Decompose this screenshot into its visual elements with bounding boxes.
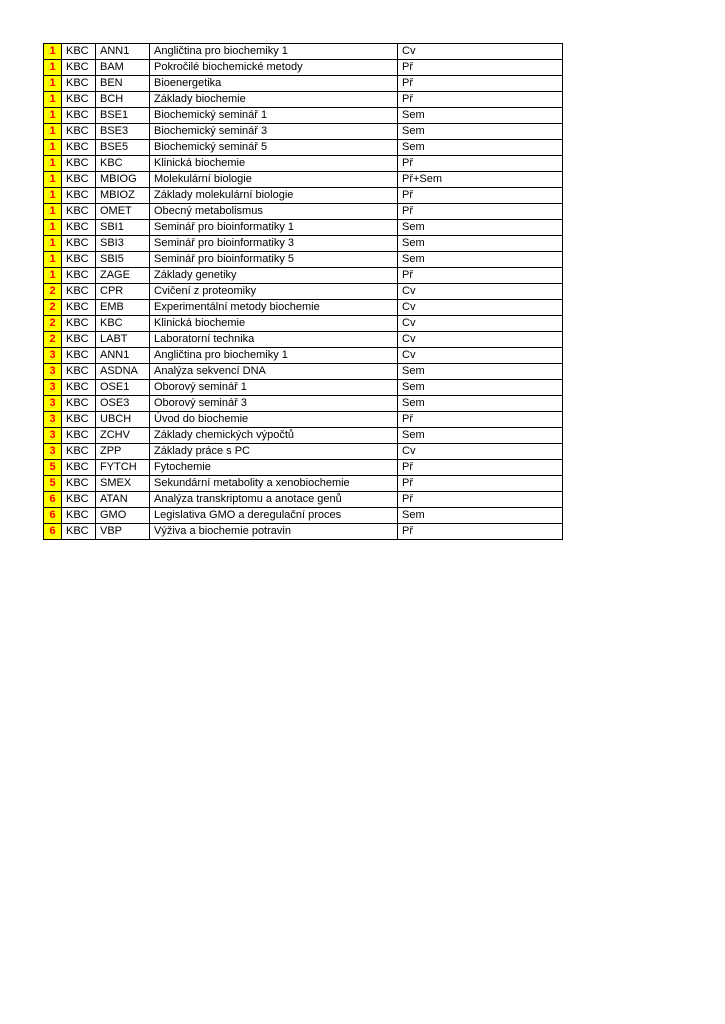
department-cell: KBC bbox=[62, 492, 96, 508]
course-code-cell: MBIOZ bbox=[96, 188, 150, 204]
course-type-cell: Sem bbox=[398, 508, 563, 524]
course-code-cell: OMET bbox=[96, 204, 150, 220]
course-name-cell: Bioenergetika bbox=[150, 76, 398, 92]
department-cell: KBC bbox=[62, 188, 96, 204]
department-cell: KBC bbox=[62, 428, 96, 444]
course-name-cell: Biochemický seminář 3 bbox=[150, 124, 398, 140]
semester-cell: 2 bbox=[44, 332, 62, 348]
table-row bbox=[44, 172, 563, 188]
course-code-cell: SBI1 bbox=[96, 220, 150, 236]
table-row bbox=[44, 204, 563, 220]
course-type-cell: Sem bbox=[398, 428, 563, 444]
table-row bbox=[44, 492, 563, 508]
table-row bbox=[44, 60, 563, 76]
table-row bbox=[44, 156, 563, 172]
semester-cell: 5 bbox=[44, 460, 62, 476]
course-type-cell: Sem bbox=[398, 140, 563, 156]
course-type-cell: Př bbox=[398, 92, 563, 108]
course-code-cell: BCH bbox=[96, 92, 150, 108]
course-name-cell: Úvod do biochemie bbox=[150, 412, 398, 428]
department-cell: KBC bbox=[62, 284, 96, 300]
course-name-cell: Základy molekulární biologie bbox=[150, 188, 398, 204]
department-cell: KBC bbox=[62, 364, 96, 380]
department-cell: KBC bbox=[62, 460, 96, 476]
course-code-cell: ASDNA bbox=[96, 364, 150, 380]
course-type-cell: Sem bbox=[398, 220, 563, 236]
department-cell: KBC bbox=[62, 204, 96, 220]
course-name-cell: Molekulární biologie bbox=[150, 172, 398, 188]
course-type-cell: Sem bbox=[398, 252, 563, 268]
table-row bbox=[44, 44, 563, 60]
table-row bbox=[44, 252, 563, 268]
course-type-cell: Cv bbox=[398, 444, 563, 460]
semester-cell: 1 bbox=[44, 60, 62, 76]
table-row bbox=[44, 364, 563, 380]
course-type-cell: Cv bbox=[398, 332, 563, 348]
course-table-body bbox=[44, 44, 563, 540]
course-code-cell: VBP bbox=[96, 524, 150, 540]
course-code-cell: BSE3 bbox=[96, 124, 150, 140]
semester-cell: 1 bbox=[44, 92, 62, 108]
course-code-cell: ATAN bbox=[96, 492, 150, 508]
course-type-cell: Př bbox=[398, 268, 563, 284]
course-code-cell: ANN1 bbox=[96, 44, 150, 60]
course-name-cell: Seminář pro bioinformatiky 1 bbox=[150, 220, 398, 236]
semester-cell: 1 bbox=[44, 108, 62, 124]
course-name-cell: Biochemický seminář 5 bbox=[150, 140, 398, 156]
table-row bbox=[44, 412, 563, 428]
course-table bbox=[43, 43, 563, 540]
semester-cell: 1 bbox=[44, 188, 62, 204]
course-code-cell: KBC bbox=[96, 156, 150, 172]
semester-cell: 5 bbox=[44, 476, 62, 492]
department-cell: KBC bbox=[62, 332, 96, 348]
course-name-cell: Experimentální metody biochemie bbox=[150, 300, 398, 316]
course-sheet bbox=[43, 43, 563, 540]
semester-cell: 3 bbox=[44, 412, 62, 428]
semester-cell: 1 bbox=[44, 236, 62, 252]
course-name-cell: Legislativa GMO a deregulační proces bbox=[150, 508, 398, 524]
department-cell: KBC bbox=[62, 124, 96, 140]
course-name-cell: Základy chemických výpočtů bbox=[150, 428, 398, 444]
course-type-cell: Př bbox=[398, 412, 563, 428]
course-code-cell: ZAGE bbox=[96, 268, 150, 284]
course-name-cell: Základy genetiky bbox=[150, 268, 398, 284]
department-cell: KBC bbox=[62, 60, 96, 76]
table-row bbox=[44, 140, 563, 156]
table-row bbox=[44, 348, 563, 364]
course-name-cell: Základy biochemie bbox=[150, 92, 398, 108]
table-row bbox=[44, 380, 563, 396]
department-cell: KBC bbox=[62, 172, 96, 188]
course-type-cell: Cv bbox=[398, 316, 563, 332]
course-name-cell: Analýza transkriptomu a anotace genů bbox=[150, 492, 398, 508]
department-cell: KBC bbox=[62, 220, 96, 236]
course-type-cell: Př+Sem bbox=[398, 172, 563, 188]
semester-cell: 2 bbox=[44, 284, 62, 300]
department-cell: KBC bbox=[62, 476, 96, 492]
table-row bbox=[44, 220, 563, 236]
course-code-cell: UBCH bbox=[96, 412, 150, 428]
course-type-cell: Př bbox=[398, 460, 563, 476]
table-row bbox=[44, 508, 563, 524]
semester-cell: 2 bbox=[44, 300, 62, 316]
semester-cell: 1 bbox=[44, 44, 62, 60]
course-type-cell: Sem bbox=[398, 364, 563, 380]
course-type-cell: Sem bbox=[398, 396, 563, 412]
department-cell: KBC bbox=[62, 252, 96, 268]
course-name-cell: Seminář pro bioinformatiky 5 bbox=[150, 252, 398, 268]
course-code-cell: EMB bbox=[96, 300, 150, 316]
semester-cell: 1 bbox=[44, 140, 62, 156]
course-name-cell: Biochemický seminář 1 bbox=[150, 108, 398, 124]
course-code-cell: BEN bbox=[96, 76, 150, 92]
course-type-cell: Cv bbox=[398, 44, 563, 60]
department-cell: KBC bbox=[62, 316, 96, 332]
table-row bbox=[44, 476, 563, 492]
department-cell: KBC bbox=[62, 396, 96, 412]
course-code-cell: BSE5 bbox=[96, 140, 150, 156]
table-row bbox=[44, 92, 563, 108]
table-row bbox=[44, 428, 563, 444]
course-name-cell: Klinická biochemie bbox=[150, 156, 398, 172]
department-cell: KBC bbox=[62, 524, 96, 540]
semester-cell: 1 bbox=[44, 76, 62, 92]
course-name-cell: Oborový seminář 3 bbox=[150, 396, 398, 412]
table-row bbox=[44, 108, 563, 124]
course-type-cell: Př bbox=[398, 156, 563, 172]
course-code-cell: ZPP bbox=[96, 444, 150, 460]
semester-cell: 6 bbox=[44, 524, 62, 540]
course-code-cell: CPR bbox=[96, 284, 150, 300]
department-cell: KBC bbox=[62, 92, 96, 108]
course-name-cell: Laboratorní technika bbox=[150, 332, 398, 348]
table-row bbox=[44, 396, 563, 412]
department-cell: KBC bbox=[62, 508, 96, 524]
course-type-cell: Př bbox=[398, 476, 563, 492]
department-cell: KBC bbox=[62, 108, 96, 124]
course-name-cell: Pokročilé biochemické metody bbox=[150, 60, 398, 76]
course-code-cell: ANN1 bbox=[96, 348, 150, 364]
course-name-cell: Cvičení z proteomiky bbox=[150, 284, 398, 300]
table-row bbox=[44, 524, 563, 540]
semester-cell: 3 bbox=[44, 396, 62, 412]
semester-cell: 1 bbox=[44, 124, 62, 140]
semester-cell: 6 bbox=[44, 508, 62, 524]
course-type-cell: Př bbox=[398, 492, 563, 508]
course-type-cell: Cv bbox=[398, 348, 563, 364]
table-row bbox=[44, 236, 563, 252]
department-cell: KBC bbox=[62, 444, 96, 460]
course-name-cell: Výživa a biochemie potravin bbox=[150, 524, 398, 540]
course-code-cell: SMEX bbox=[96, 476, 150, 492]
department-cell: KBC bbox=[62, 300, 96, 316]
course-name-cell: Angličtina pro biochemiky 1 bbox=[150, 44, 398, 60]
course-type-cell: Př bbox=[398, 204, 563, 220]
course-type-cell: Sem bbox=[398, 236, 563, 252]
course-name-cell: Analýza sekvencí DNA bbox=[150, 364, 398, 380]
course-type-cell: Př bbox=[398, 60, 563, 76]
course-code-cell: OSE3 bbox=[96, 396, 150, 412]
course-code-cell: LABT bbox=[96, 332, 150, 348]
semester-cell: 3 bbox=[44, 380, 62, 396]
course-type-cell: Př bbox=[398, 524, 563, 540]
department-cell: KBC bbox=[62, 268, 96, 284]
course-code-cell: ZCHV bbox=[96, 428, 150, 444]
department-cell: KBC bbox=[62, 412, 96, 428]
course-code-cell: SBI3 bbox=[96, 236, 150, 252]
course-name-cell: Obecný metabolismus bbox=[150, 204, 398, 220]
course-type-cell: Cv bbox=[398, 300, 563, 316]
course-code-cell: BAM bbox=[96, 60, 150, 76]
semester-cell: 6 bbox=[44, 492, 62, 508]
department-cell: KBC bbox=[62, 44, 96, 60]
table-row bbox=[44, 316, 563, 332]
course-type-cell: Cv bbox=[398, 284, 563, 300]
department-cell: KBC bbox=[62, 156, 96, 172]
table-row bbox=[44, 460, 563, 476]
course-name-cell: Základy práce s PC bbox=[150, 444, 398, 460]
department-cell: KBC bbox=[62, 236, 96, 252]
department-cell: KBC bbox=[62, 380, 96, 396]
table-row bbox=[44, 188, 563, 204]
course-code-cell: FYTCH bbox=[96, 460, 150, 476]
course-code-cell: OSE1 bbox=[96, 380, 150, 396]
semester-cell: 1 bbox=[44, 156, 62, 172]
course-name-cell: Seminář pro bioinformatiky 3 bbox=[150, 236, 398, 252]
table-row bbox=[44, 76, 563, 92]
course-code-cell: SBI5 bbox=[96, 252, 150, 268]
course-code-cell: MBIOG bbox=[96, 172, 150, 188]
table-row bbox=[44, 124, 563, 140]
semester-cell: 3 bbox=[44, 348, 62, 364]
course-name-cell: Klinická biochemie bbox=[150, 316, 398, 332]
course-name-cell: Fytochemie bbox=[150, 460, 398, 476]
semester-cell: 1 bbox=[44, 268, 62, 284]
table-row bbox=[44, 444, 563, 460]
table-row bbox=[44, 284, 563, 300]
table-row bbox=[44, 332, 563, 348]
course-code-cell: BSE1 bbox=[96, 108, 150, 124]
department-cell: KBC bbox=[62, 76, 96, 92]
course-type-cell: Sem bbox=[398, 380, 563, 396]
table-row bbox=[44, 268, 563, 284]
semester-cell: 1 bbox=[44, 172, 62, 188]
course-type-cell: Sem bbox=[398, 124, 563, 140]
course-name-cell: Angličtina pro biochemiky 1 bbox=[150, 348, 398, 364]
course-code-cell: GMO bbox=[96, 508, 150, 524]
semester-cell: 2 bbox=[44, 316, 62, 332]
course-code-cell: KBC bbox=[96, 316, 150, 332]
semester-cell: 1 bbox=[44, 220, 62, 236]
course-type-cell: Př bbox=[398, 188, 563, 204]
semester-cell: 1 bbox=[44, 204, 62, 220]
course-type-cell: Př bbox=[398, 76, 563, 92]
semester-cell: 3 bbox=[44, 364, 62, 380]
department-cell: KBC bbox=[62, 348, 96, 364]
course-name-cell: Oborový seminář 1 bbox=[150, 380, 398, 396]
semester-cell: 1 bbox=[44, 252, 62, 268]
course-name-cell: Sekundární metabolity a xenobiochemie bbox=[150, 476, 398, 492]
semester-cell: 3 bbox=[44, 444, 62, 460]
course-type-cell: Sem bbox=[398, 108, 563, 124]
table-row bbox=[44, 300, 563, 316]
semester-cell: 3 bbox=[44, 428, 62, 444]
department-cell: KBC bbox=[62, 140, 96, 156]
